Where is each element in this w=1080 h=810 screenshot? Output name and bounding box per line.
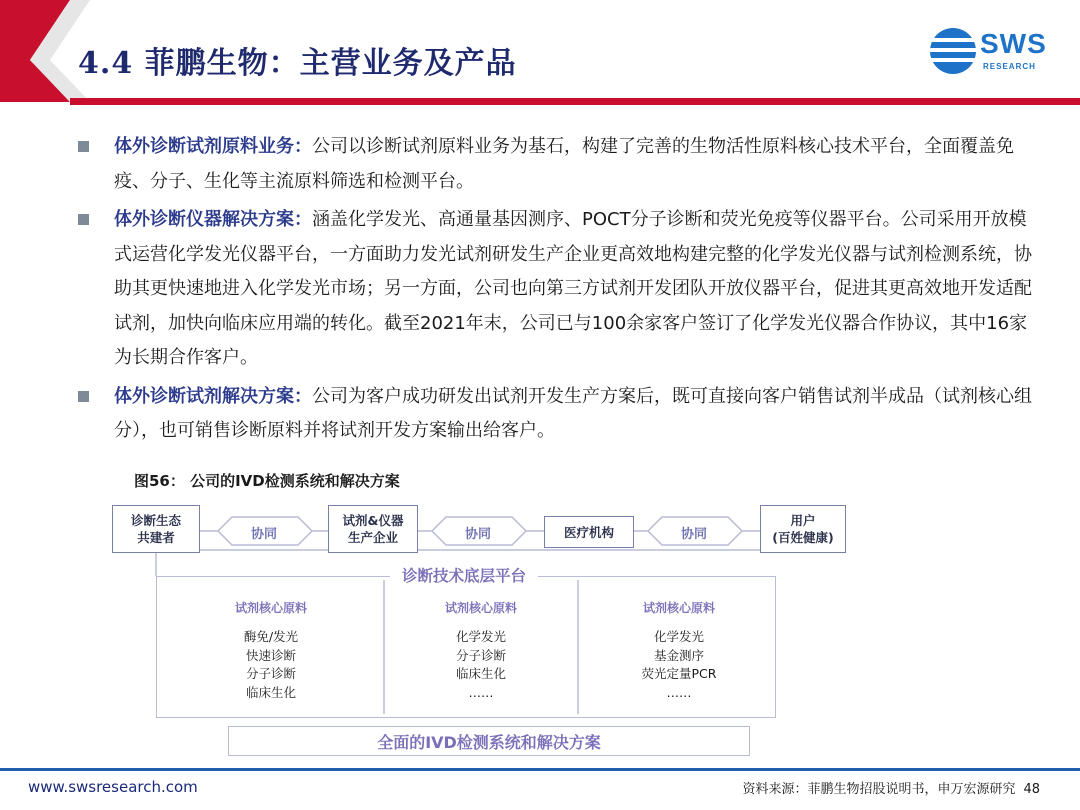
- square-bullet-icon: [78, 214, 89, 225]
- platform-title: 诊断技术底层平台: [390, 564, 538, 586]
- list-item: 基金测序: [653, 647, 704, 663]
- column-items: [396, 628, 566, 702]
- node-label: 诊断生态 共建者: [130, 513, 181, 545]
- link-label: 协同: [465, 527, 492, 542]
- sws-logo: [928, 26, 1058, 78]
- bullet-item: [78, 380, 1040, 449]
- chain-node-manufacturers: [328, 505, 418, 553]
- column-heading: 试剂核心原料: [444, 601, 517, 615]
- footer-source: [742, 778, 1040, 797]
- column-items: [186, 628, 356, 702]
- bullet-list: [78, 130, 1040, 453]
- node-label: 试剂&仪器 生产企业: [342, 513, 404, 545]
- column-items: [594, 628, 764, 702]
- bullet-text: 公司为客户成功研发出试剂开发生产方案后，既可直接向客户销售试剂半成品（试剂核心组分），也可销售诊断原料并将试剂开发方案输出给客户。: [114, 385, 1032, 441]
- logo-wordmark: SWS: [980, 28, 1047, 59]
- solution-banner: 全面的IVD检测系统和解决方案: [228, 726, 750, 756]
- list-item: 化学发光: [653, 629, 704, 644]
- list-item: 荧光定量PCR: [641, 666, 717, 681]
- figure-caption: 图56： 公司的IVD检测系统和解决方案: [134, 472, 400, 490]
- footer-divider: [0, 768, 1080, 771]
- chain-node-ecosystem: [112, 505, 200, 553]
- bullet-heading: 体外诊断仪器解决方案：: [114, 209, 312, 230]
- square-bullet-icon: [78, 391, 89, 402]
- link-label: 协同: [681, 527, 708, 542]
- column-heading: 试剂核心原料: [642, 601, 715, 615]
- logo-subtitle: RESEARCH: [983, 62, 1036, 71]
- bullet-text: 涵盖化学发光、高通量基因测序、POCT分子诊断和荧光免疫等仪器平台。公司采用开放模式运营化学发光仪器平台，一方面助力发光试剂研发生产企业更高效地构建完整的化学发光仪器与试剂检测系统，协助其更快速地进入化学发光市场；另一方面，公司也向第三方试剂开发团队开放仪器平台，促进其更高效地开发适配试剂，加快向临床应用端的转化。截至2021年末，公司已与100余家客户签订了化学发光仪器合作协议，其中16家为长期合作客户。: [114, 209, 1032, 368]
- footer-url-link[interactable]: www.swsresearch.com: [28, 778, 198, 796]
- chain-node-users: [760, 505, 846, 553]
- header-red-bar: [70, 98, 1080, 105]
- list-item: 临床生化: [245, 684, 296, 700]
- node-label: 医疗机构: [563, 524, 614, 540]
- column-heading: 试剂核心原料: [234, 601, 307, 615]
- bullet-heading: 体外诊断试剂原料业务：: [114, 136, 312, 157]
- bullet-item: [78, 130, 1040, 199]
- bullet-text: 公司以诊断试剂原料业务为基石，构建了完善的生物活性原料核心技术平台，全面覆盖免疫、分子、生化等主流原料筛选和检测平台。: [114, 136, 1014, 192]
- list-item: 化学发光: [455, 629, 506, 644]
- link-label: 协同: [251, 527, 278, 542]
- page-number: 48: [1023, 782, 1040, 797]
- source-text: 资料来源：菲鹏生物招股说明书，申万宏源研究: [742, 782, 1016, 797]
- list-item: 酶免/发光: [243, 629, 299, 644]
- page-title: 4.4 菲鹏生物：主营业务及产品: [78, 46, 517, 81]
- list-item: 分子诊断: [245, 666, 296, 681]
- list-item: 快速诊断: [245, 647, 296, 663]
- globe-icon: [928, 26, 978, 76]
- bullet-item: [78, 203, 1040, 376]
- node-label: 用户 (百姓健康): [772, 513, 834, 545]
- list-item: ……: [666, 684, 692, 700]
- chain-node-hospitals: [544, 516, 634, 548]
- bullet-heading: 体外诊断试剂解决方案：: [114, 385, 312, 407]
- square-bullet-icon: [78, 141, 89, 152]
- list-item: 临床生化: [455, 666, 506, 681]
- list-item: 分子诊断: [455, 647, 506, 663]
- list-item: ……: [468, 684, 494, 700]
